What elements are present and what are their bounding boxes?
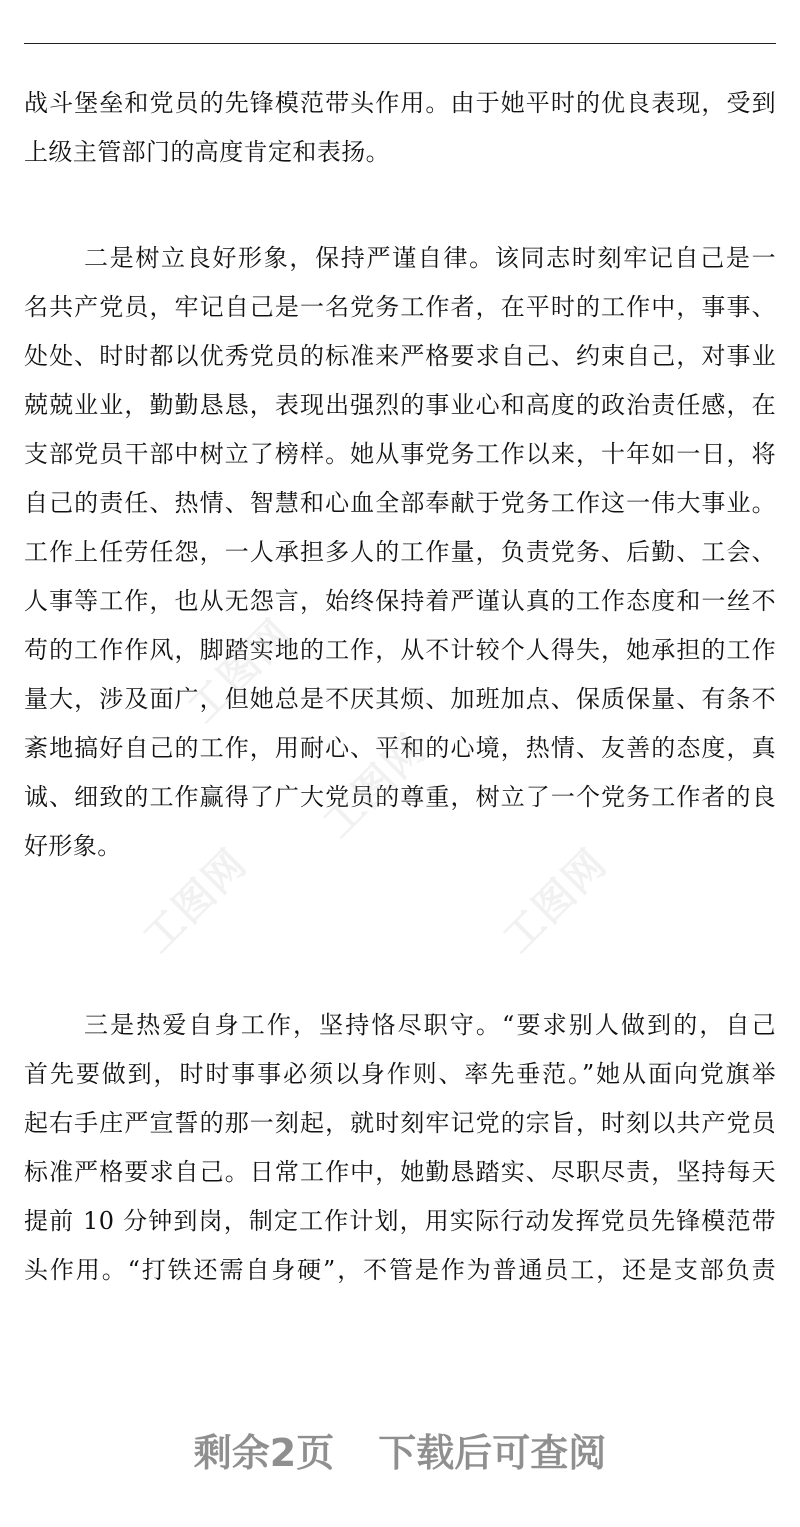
watermark: 工图网: [179, 610, 302, 732]
paragraph-line: 紊地搞好自己的工作，用耐心、平和的心境，热情、友善的态度，真: [24, 734, 776, 762]
paragraph-line: 提前 10 分钟到岗，制定工作计划，用实际行动发挥党员先锋模范带: [24, 1207, 776, 1235]
paragraph-line: 人事等工作，也从无怨言，始终保持着严谨认真的工作态度和一丝不: [24, 587, 776, 615]
paragraph-line: 战斗堡垒和党员的先锋模范带头作用。由于她平时的优良表现，受到: [24, 89, 776, 117]
paragraph-line: 头作用。“打铁还需自身硬”，不管是作为普通员工，还是支部负责: [24, 1256, 776, 1284]
watermark: 工图网: [134, 840, 257, 962]
paragraph-line: 兢兢业业，勤勤恳恳，表现出强烈的事业心和高度的政治责任感，在: [24, 391, 776, 419]
paragraph-3: [24, 1001, 776, 1295]
remaining-pages-text: 剩余2页: [193, 1431, 335, 1475]
paragraph-1: [24, 79, 776, 177]
paragraph-line: 好形象。: [24, 832, 122, 860]
paragraph-line: 名共产党员，牢记自己是一名党务工作者，在平时的工作中，事事、: [24, 293, 776, 321]
paragraph-line: 起右手庄严宣誓的那一刻起，就时刻牢记党的宗旨，时刻以共产党员: [24, 1109, 776, 1137]
paragraph-line: 首先要做到，时时事事必须以身作则、率先垂范。”她从面向党旗举: [24, 1060, 776, 1088]
paragraph-2: [24, 234, 776, 871]
paragraph-line: 工作上任劳任怨，一人承担多人的工作量，负责党务、后勤、工会、: [24, 538, 776, 566]
paragraph-line: 诚、细致的工作赢得了广大党员的尊重，树立了一个党务工作者的良: [24, 783, 776, 811]
paragraph-line: 二是树立良好形象，保持严谨自律。该同志时刻牢记自己是一: [84, 244, 776, 272]
paragraph-line: 上级主管部门的高度肯定和表扬。: [24, 138, 390, 166]
top-rule: [24, 43, 776, 44]
paragraph-line: 标准严格要求自己。日常工作中，她勤恳踏实、尽职尽责，坚持每天: [24, 1158, 776, 1186]
paragraph-line: 苟的工作作风，脚踏实地的工作，从不计较个人得失，她承担的工作: [24, 636, 776, 664]
paragraph-line: 支部党员干部中树立了榜样。她从事党务工作以来，十年如一日，将: [24, 440, 776, 468]
watermark: 工图网: [494, 840, 617, 962]
paragraph-line: 量大，涉及面广，但她总是不厌其烦、加班加点、保质保量、有条不: [24, 685, 776, 713]
watermark: 工图网: [314, 725, 437, 847]
paragraph-line: 处处、时时都以优秀党员的标准来严格要求自己、约束自己，对事业: [24, 342, 776, 370]
download-prompt-banner[interactable]: [0, 1418, 800, 1488]
paragraph-line: 三是热爱自身工作，坚持恪尽职守。“要求别人做到的，自己: [84, 1011, 776, 1039]
paragraph-line: 自己的责任、热情、智慧和心血全部奉献于党务工作这一伟大事业。: [24, 489, 776, 517]
download-to-view-text: 下载后可查阅: [378, 1431, 607, 1475]
